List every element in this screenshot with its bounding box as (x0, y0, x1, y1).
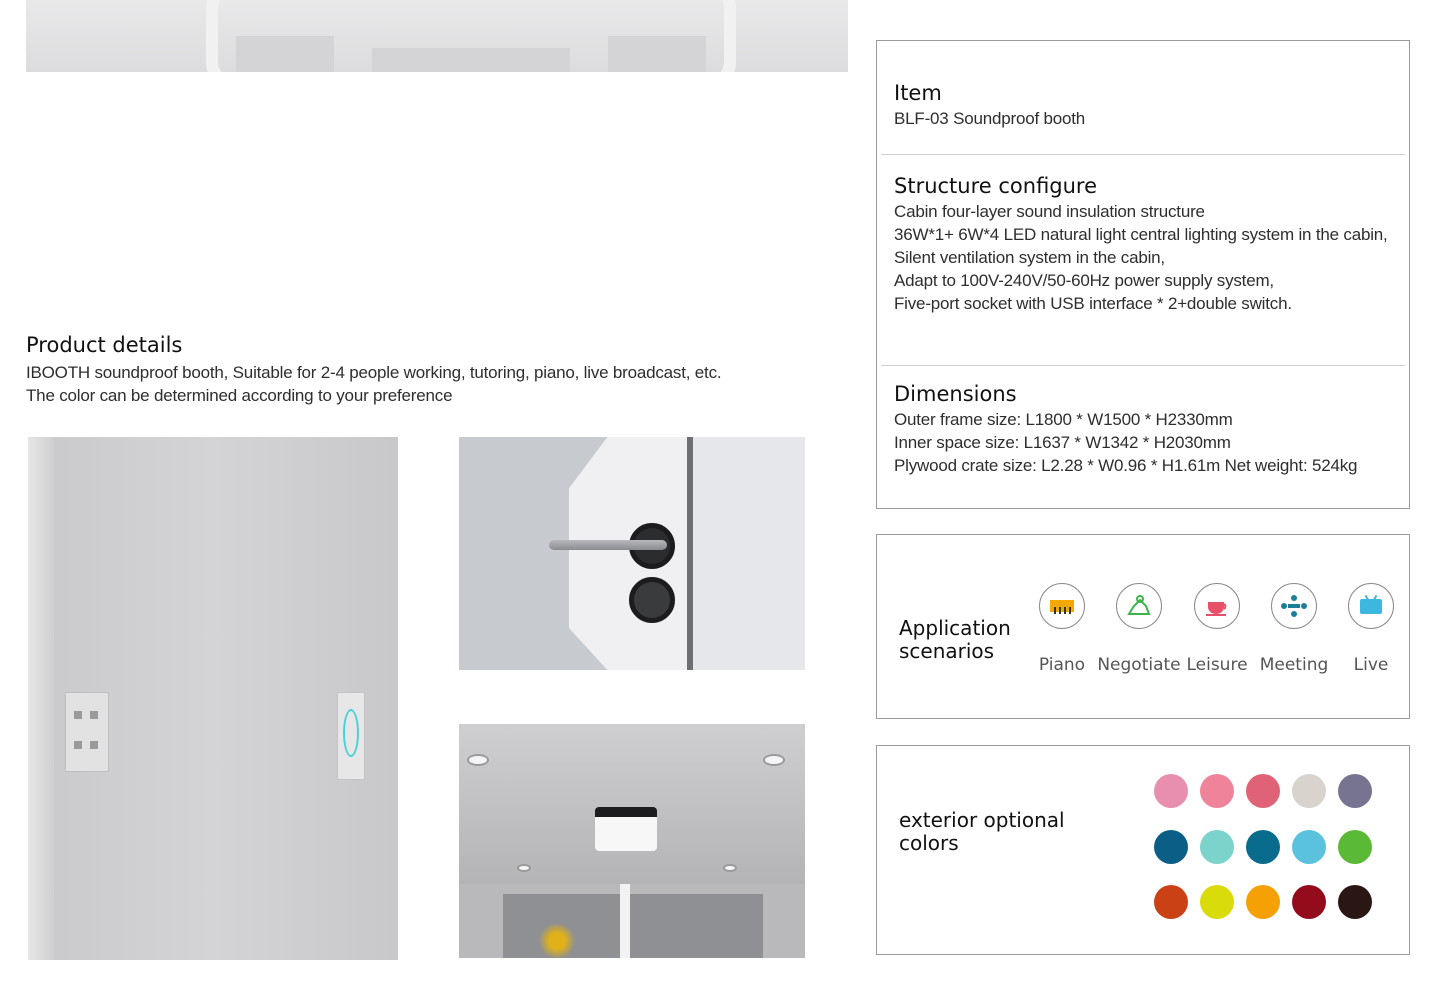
application-scenarios-label (899, 617, 1029, 663)
scenario-name: Piano (1038, 655, 1086, 675)
color-swatch[interactable] (1154, 830, 1188, 864)
scenario-name: Live (1353, 655, 1389, 675)
color-swatch[interactable] (1292, 885, 1326, 919)
color-swatch[interactable] (1246, 774, 1280, 808)
item-value: BLF-03 Soundproof booth (894, 109, 1086, 128)
interior-wall-photo (28, 437, 398, 960)
color-swatch[interactable] (1338, 885, 1372, 919)
color-swatch[interactable] (1200, 885, 1234, 919)
color-swatch[interactable] (1292, 774, 1326, 808)
product-description-line: IBOOTH soundproof booth, Suitable for 2-4 people working, tutoring, piano, live broadcast, etc. (26, 363, 722, 382)
booth-top-photo (26, 0, 848, 72)
dimensions-title: Dimensions (894, 382, 1017, 406)
coffee-cup-icon (1194, 583, 1240, 629)
color-swatch[interactable] (1246, 830, 1280, 864)
color-swatch[interactable] (1292, 830, 1326, 864)
structure-line: Five-port socket with USB interface * 2+double switch. (894, 294, 1292, 313)
scenario-name: Meeting (1259, 655, 1329, 675)
application-label-line: Application (899, 616, 1011, 640)
application-scenarios-card (876, 534, 1410, 719)
divider (881, 365, 1405, 366)
door-handle-photo (459, 437, 805, 670)
piano-icon (1039, 583, 1085, 629)
structure-line: Silent ventilation system in the cabin, (894, 248, 1165, 267)
dimension-line: Outer frame size: L1800 * W1500 * H2330mm (894, 410, 1233, 429)
exterior-colors-card (876, 745, 1410, 955)
scenario-live (1326, 583, 1416, 675)
structure-line: Cabin four-layer sound insulation structure (894, 202, 1205, 221)
scenario-name: Leisure (1186, 655, 1248, 675)
ceiling-light-photo (459, 724, 805, 958)
product-details-title: Product details (26, 333, 183, 357)
color-swatch[interactable] (1338, 830, 1372, 864)
structure-title: Structure configure (894, 174, 1098, 198)
color-swatch[interactable] (1200, 830, 1234, 864)
color-swatch[interactable] (1338, 774, 1372, 808)
color-swatch[interactable] (1154, 774, 1188, 808)
item-title: Item (894, 81, 942, 105)
meeting-icon (1271, 583, 1317, 629)
product-details (26, 333, 846, 407)
divider (881, 154, 1405, 155)
structure-line: 36W*1+ 6W*4 LED natural light central lighting system in the cabin, (894, 225, 1388, 244)
colors-label-line: colors (899, 831, 959, 855)
live-tv-icon (1348, 583, 1394, 629)
color-swatch[interactable] (1200, 774, 1234, 808)
colors-label-line: exterior optional (899, 808, 1065, 832)
scenario-negotiate (1094, 583, 1184, 675)
specification-card (876, 40, 1410, 509)
structure-line: Adapt to 100V-240V/50-60Hz power supply system, (894, 271, 1274, 290)
color-swatch[interactable] (1246, 885, 1280, 919)
product-description-line: The color can be determined according to your preference (26, 386, 453, 405)
exterior-colors-label (899, 809, 1099, 855)
application-label-line: scenarios (899, 639, 995, 663)
dimension-line: Inner space size: L1637 * W1342 * H2030mm (894, 433, 1231, 452)
negotiate-icon (1116, 583, 1162, 629)
color-swatch[interactable] (1154, 885, 1188, 919)
dimension-line: Plywood crate size: L2.28 * W0.96 * H1.61m Net weight: 524kg (894, 456, 1358, 475)
scenario-name: Negotiate (1097, 655, 1181, 675)
